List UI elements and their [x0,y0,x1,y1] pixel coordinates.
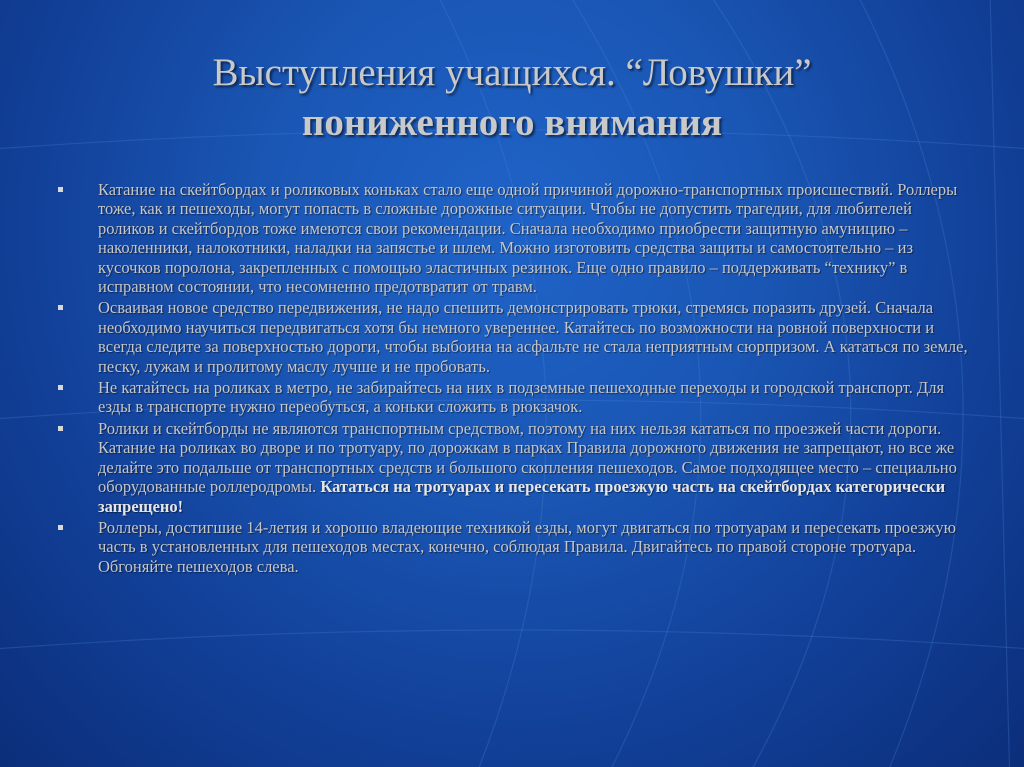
bullet-item-age-14 [58,518,968,576]
bullet-item-roadway [58,419,968,516]
bullet-bold-warning: Кататься на тротуарах и пересекать проезжую часть на скейтбордах категорически запрещено! [98,477,946,516]
bullet-item-equipment [58,180,968,296]
slide-title-line1: Выступления учащихся. “Ловушки” [212,51,812,94]
bullet-item-learning [58,298,968,376]
square-bullet-icon [58,187,63,192]
square-bullet-icon [58,426,63,431]
slide-title-line2: пониженного внимания [301,101,723,144]
bullet-list [58,180,968,578]
bullet-item-metro [58,378,968,417]
slide-title [80,48,944,148]
square-bullet-icon [58,525,63,530]
square-bullet-icon [58,305,63,310]
bullet-text: Не катайтесь на роликах в метро, не забирайтесь на них в подземные пешеходные переходы и городской транспорт. Для езды в транспорте нужно переобуться, а коньки сложить в рюкзачок. [98,378,945,417]
bullet-text: Ролики и скейтборды не являются транспортным средством, поэтому на них нельзя кататься по проезжей части дороги. Катание на роликах во дворе и по тротуару, по дорожкам в парках Правила дорожного движения не запрещают, но все же делайте это подальше от транспортных средств и большого скопления пешеходов. Самое подходящее место – специально оборудованные роллеродромы. [98,418,957,497]
bullet-text: Катание на скейтбордах и роликовых коньках стало еще одной причиной дорожно-транспортных происшествий. Роллеры тоже, как и пешеходы, могут попасть в сложные дорожные ситуации. Чтобы не допустить трагедии, для любителей роликов и скейтбордов тоже имеются свои рекомендации. Сначала необходимо приобрести защитную амуницию – наколенники, налокотники, наладки на запястье и шлем. Можно изготовить средства защиты и самостоятельно – из кусочков поролона, закрепленных с помощью эластичных резинок. Еще одно правило – поддерживать “технику” в исправном состоянии, что несомненно предотвратит от травм. [98,180,958,297]
bullet-text: Осваивая новое средство передвижения, не надо спешить демонстрировать трюки, стремясь поразить друзей. Сначала необходимо научиться передвигаться хотя бы немного увереннее. Катайтесь по возможности на ровной поверхности и всегда следите за поверхностью дороги, чтобы выбоина на асфальте не стала неприятным сюрпризом. А кататься по земле, песку, лужам и пролитому маслу лучше и не пробовать. [98,298,968,376]
square-bullet-icon [58,385,63,390]
bullet-text: Роллеры, достигшие 14-летия и хорошо владеющие техникой езды, могут двигаться по тротуарам и пересекать проезжую часть в установленных для пешеходов местах, конечно, соблюдая Правила. Двигайтесь по правой стороне тротуара. Обгоняйте пешеходов слева. [98,517,956,576]
